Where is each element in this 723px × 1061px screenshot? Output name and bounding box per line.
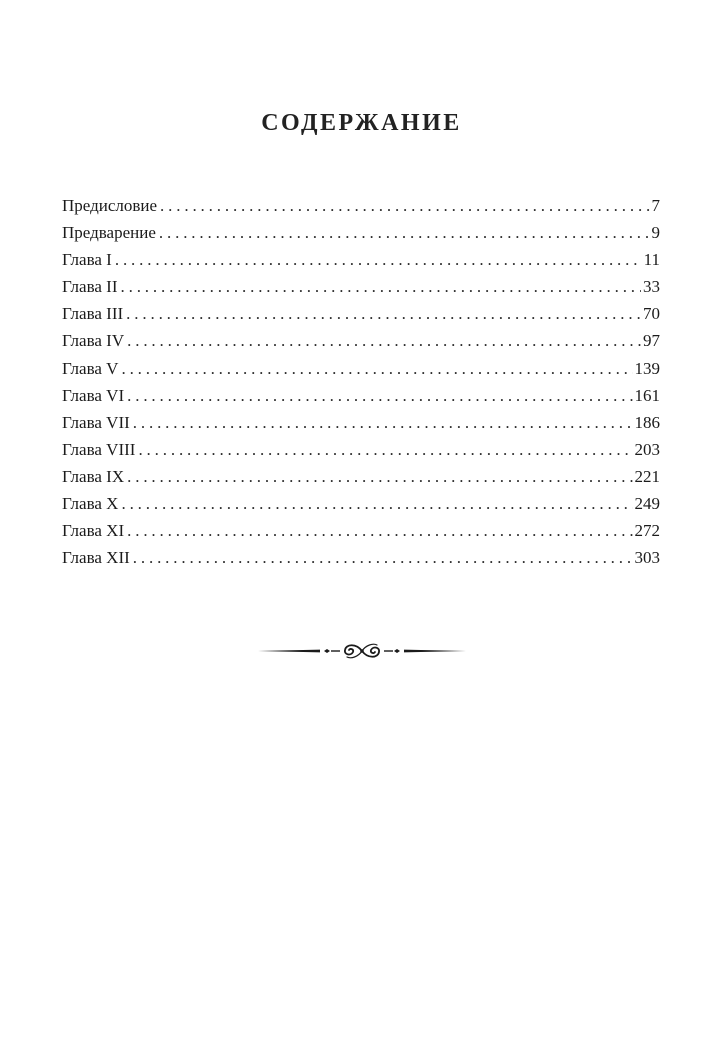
- toc-entry-page: 11: [643, 250, 660, 270]
- toc-entry-label: Глава VI: [62, 385, 125, 405]
- toc-entry-page: 249: [634, 494, 660, 514]
- toc-entry-label: Глава IX: [62, 466, 125, 486]
- toc-entry-page: 272: [634, 521, 660, 541]
- toc-entry-page: 221: [634, 466, 660, 486]
- toc-entry: [62, 382, 660, 409]
- dot-leader: [126, 300, 641, 327]
- toc-entry: [62, 273, 660, 300]
- dot-leader: [133, 409, 633, 436]
- toc-entry: [62, 436, 660, 463]
- toc-entry: [62, 327, 660, 354]
- toc-entry-label: Глава V: [62, 358, 119, 378]
- toc-entry-page: 203: [634, 439, 660, 459]
- dot-leader: [121, 490, 632, 517]
- dot-leader: [127, 327, 641, 354]
- dot-leader: [138, 436, 632, 463]
- toc-entry-page: 139: [634, 358, 660, 378]
- toc-entry-label: Глава X: [62, 494, 119, 514]
- toc-entry: [62, 219, 660, 246]
- toc-entry-label: Глава VIII: [62, 439, 136, 459]
- table-of-contents: [62, 192, 660, 571]
- dot-leader: [121, 355, 632, 382]
- toc-entry: [62, 544, 660, 571]
- dot-leader: [127, 463, 632, 490]
- page-title: СОДЕРЖАНИЕ: [261, 110, 462, 136]
- toc-entry-label: Глава XII: [62, 548, 130, 568]
- toc-entry-page: 303: [634, 548, 660, 568]
- toc-entry-label: Глава VII: [62, 412, 130, 432]
- toc-entry-label: Предисловие: [62, 196, 158, 215]
- toc-entry-page: 33: [643, 277, 660, 297]
- dot-leader: [127, 382, 632, 409]
- toc-entry-page: 186: [634, 412, 660, 432]
- toc-entry: [62, 246, 660, 273]
- toc-entry-label: Глава XI: [62, 521, 125, 541]
- toc-entry-page: 9: [651, 223, 660, 243]
- toc-entry-page: 7: [651, 196, 660, 215]
- flourish-divider-icon: [258, 638, 466, 664]
- dot-leader: [115, 246, 642, 273]
- toc-entry: [62, 463, 660, 490]
- toc-entry: [62, 192, 660, 219]
- toc-entry: [62, 517, 660, 544]
- toc-entry-page: 97: [643, 331, 660, 351]
- dot-leader: [160, 192, 649, 219]
- toc-entry: [62, 300, 660, 327]
- dot-leader: [133, 544, 633, 571]
- toc-entry-label: Глава I: [62, 250, 112, 270]
- toc-entry-label: Предварение: [62, 223, 156, 243]
- toc-entry-page: 161: [634, 385, 660, 405]
- toc-entry: [62, 490, 660, 517]
- toc-entry-page: 70: [643, 304, 660, 324]
- toc-entry-label: Глава III: [62, 304, 124, 324]
- dot-leader: [121, 273, 642, 300]
- dot-leader: [159, 219, 650, 246]
- toc-entry: [62, 409, 660, 436]
- dot-leader: [127, 517, 632, 544]
- toc-entry-label: Глава II: [62, 277, 118, 297]
- toc-entry-label: Глава IV: [62, 331, 125, 351]
- toc-entry: [62, 355, 660, 382]
